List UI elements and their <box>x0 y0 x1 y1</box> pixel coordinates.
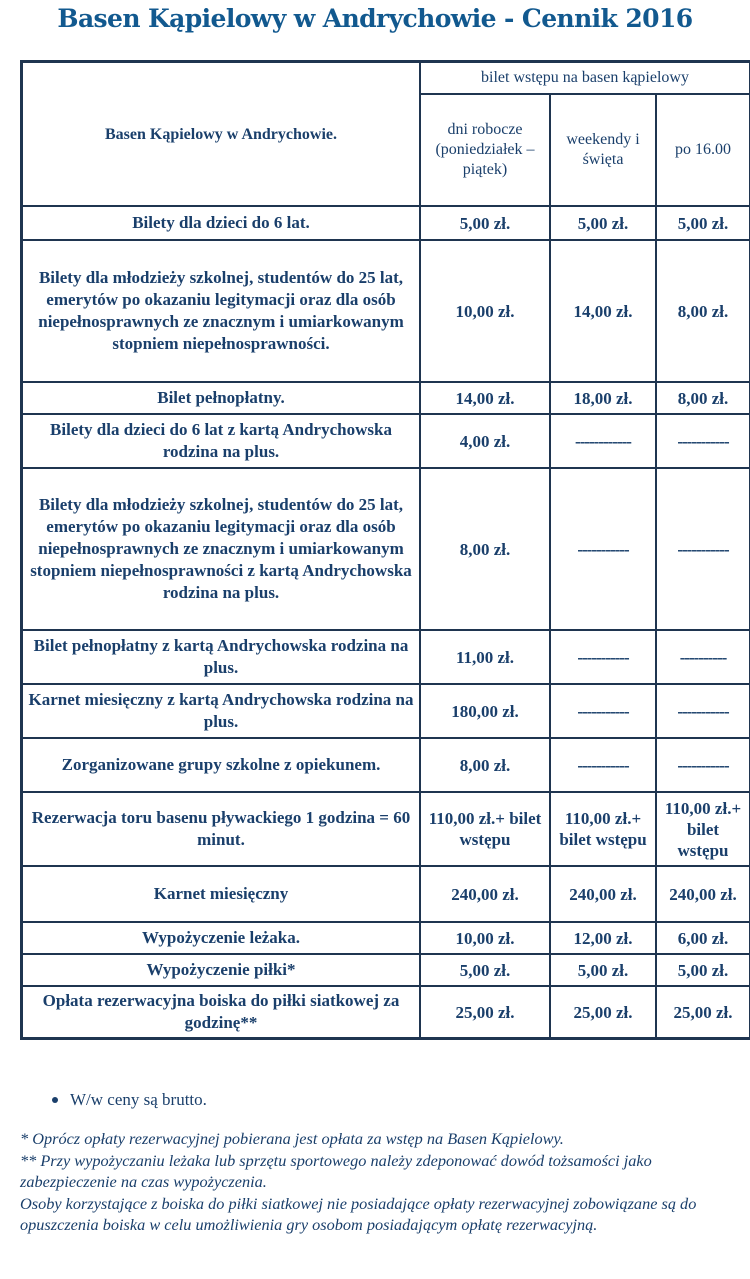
row-label: Bilety dla młodzieży szkolnej, studentów do 25 lat, emerytów po okazaniu legitymacji oraz dla osób niepełnosprawnych ze znacznym i umiarkowanym stopniem niepełnosprawności z kartą Andrychowska rodzina na plus. <box>22 468 420 630</box>
price-weekends: 5,00 zł. <box>550 954 656 986</box>
table-row <box>22 922 750 954</box>
table-row <box>22 240 750 382</box>
price-after-16: 110,00 zł.+ bilet wstępu <box>656 792 750 866</box>
table-row <box>22 954 750 986</box>
price-weekdays: 110,00 zł.+ bilet wstępu <box>420 792 550 866</box>
price-weekends: ----------- <box>550 738 656 792</box>
footnotes <box>20 1128 748 1236</box>
price-weekdays: 240,00 zł. <box>420 866 550 922</box>
price-weekdays: 10,00 zł. <box>420 240 550 382</box>
row-label: Karnet miesięczny z kartą Andrychowska rodzina na plus. <box>22 684 420 738</box>
table-header-row <box>22 62 750 94</box>
price-weekdays: 25,00 zł. <box>420 986 550 1038</box>
table-row <box>22 630 750 684</box>
price-after-16: 8,00 zł. <box>656 240 750 382</box>
table-row <box>22 986 750 1038</box>
price-after-16: 240,00 zł. <box>656 866 750 922</box>
table-row <box>22 684 750 738</box>
price-weekdays: 5,00 zł. <box>420 954 550 986</box>
price-weekdays: 8,00 zł. <box>420 468 550 630</box>
price-weekends: 110,00 zł.+ bilet wstępu <box>550 792 656 866</box>
row-label: Bilety dla młodzieży szkolnej, studentów do 25 lat, emerytów po okazaniu legitymacji oraz dla osób niepełnosprawnych ze znacznym i umiarkowanym stopniem niepełnosprawności. <box>22 240 420 382</box>
table-body <box>22 206 750 1038</box>
table-row <box>22 792 750 866</box>
price-after-16: 5,00 zł. <box>656 954 750 986</box>
price-after-16: ---------- <box>656 630 750 684</box>
bullet-list <box>48 1090 207 1110</box>
row-label: Wypożyczenie piłki* <box>22 954 420 986</box>
price-weekends: ----------- <box>550 468 656 630</box>
page-title: Basen Kąpielowy w Andrychowie - Cennik 2016 <box>57 4 693 33</box>
row-label: Bilety dla dzieci do 6 lat z kartą Andrychowska rodzina na plus. <box>22 414 420 468</box>
row-label: Wypożyczenie leżaka. <box>22 922 420 954</box>
group-header: bilet wstępu na basen kąpielowy <box>420 62 750 94</box>
price-weekdays: 5,00 zł. <box>420 206 550 240</box>
price-weekends: ------------ <box>550 414 656 468</box>
price-weekends: 14,00 zł. <box>550 240 656 382</box>
column-header-weekends: weekendy i święta <box>550 94 656 206</box>
table-row <box>22 866 750 922</box>
price-after-16: 25,00 zł. <box>656 986 750 1038</box>
bullet-icon <box>52 1097 58 1103</box>
price-weekends: 25,00 zł. <box>550 986 656 1038</box>
footnote-1: * Oprócz opłaty rezerwacyjnej pobierana jest opłata za wstęp na Basen Kąpielowy. <box>20 1129 564 1148</box>
price-weekends: 240,00 zł. <box>550 866 656 922</box>
table-row <box>22 738 750 792</box>
price-weekends: 12,00 zł. <box>550 922 656 954</box>
row-label: Zorganizowane grupy szkolne z opiekunem. <box>22 738 420 792</box>
price-after-16: ----------- <box>656 738 750 792</box>
price-weekends: 5,00 zł. <box>550 206 656 240</box>
price-weekends: ----------- <box>550 630 656 684</box>
price-weekdays: 180,00 zł. <box>420 684 550 738</box>
row-label: Bilet pełnopłatny. <box>22 382 420 414</box>
price-after-16: ----------- <box>656 468 750 630</box>
price-weekdays: 11,00 zł. <box>420 630 550 684</box>
price-after-16: ----------- <box>656 414 750 468</box>
price-weekdays: 8,00 zł. <box>420 738 550 792</box>
price-table <box>20 60 750 1040</box>
bullet-item <box>48 1090 207 1110</box>
table-row <box>22 382 750 414</box>
table-row <box>22 414 750 468</box>
price-after-16: 6,00 zł. <box>656 922 750 954</box>
row-label: Bilety dla dzieci do 6 lat. <box>22 206 420 240</box>
row-label: Karnet miesięczny <box>22 866 420 922</box>
row-label: Rezerwacja toru basenu pływackiego 1 godzina = 60 minut. <box>22 792 420 866</box>
price-weekends: ----------- <box>550 684 656 738</box>
price-after-16: ----------- <box>656 684 750 738</box>
footnote-3: Osoby korzystające z boiska do piłki siatkowej nie posiadające opłaty rezerwacyjnej zobowiązane są do opuszczenia boiska w celu umożliwienia gry osobom posiadającym opłatę rezerwacyjną. <box>20 1193 697 1234</box>
row-label: Bilet pełnopłatny z kartą Andrychowska rodzina na plus. <box>22 630 420 684</box>
price-weekdays: 10,00 zł. <box>420 922 550 954</box>
column-header-after-16: po 16.00 <box>656 94 750 206</box>
table-row <box>22 206 750 240</box>
price-weekdays: 14,00 zł. <box>420 382 550 414</box>
price-weekends: 18,00 zł. <box>550 382 656 414</box>
price-weekdays: 4,00 zł. <box>420 414 550 468</box>
price-after-16: 8,00 zł. <box>656 382 750 414</box>
row-label: Opłata rezerwacyjna boiska do piłki siatkowej za godzinę** <box>22 986 420 1038</box>
table-row <box>22 468 750 630</box>
corner-header: Basen Kąpielowy w Andrychowie. <box>22 62 420 206</box>
price-after-16: 5,00 zł. <box>656 206 750 240</box>
bullet-text: W/w ceny są brutto. <box>70 1090 207 1109</box>
footnote-2: ** Przy wypożyczaniu leżaka lub sprzętu sportowego należy zdeponować dowód tożsamości jako zabezpieczenie na czas wypożyczenia. <box>20 1150 652 1191</box>
column-header-weekdays: dni robocze (poniedziałek – piątek) <box>420 94 550 206</box>
